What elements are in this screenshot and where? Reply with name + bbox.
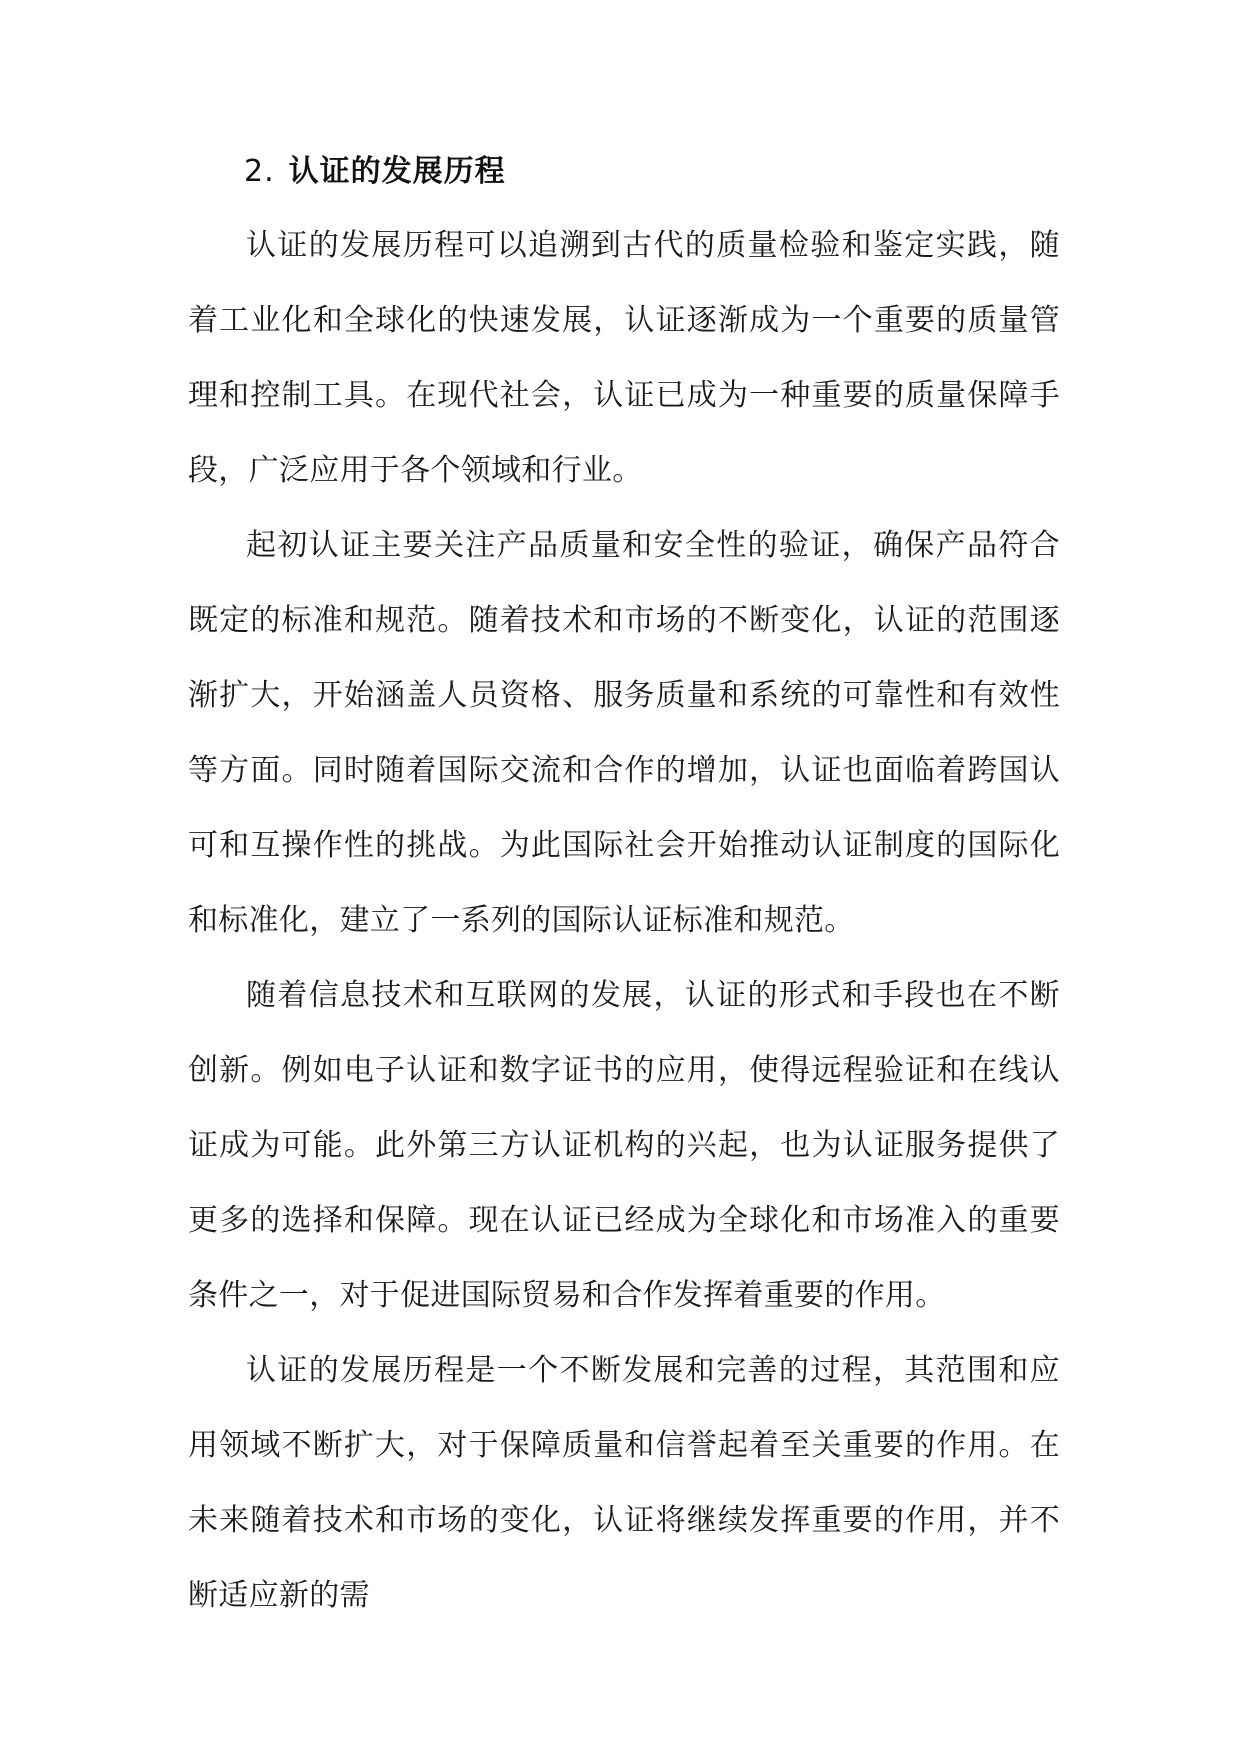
paragraph-4: 认证的发展历程是一个不断发展和完善的过程，其范围和应用领域不断扩大，对于保障质量和信誉起着至关重要的作用。在未来随着技术和市场的变化，认证将继续发挥重要的作用，并不断适应新的需 bbox=[188, 1353, 1060, 1613]
section-heading bbox=[244, 150, 506, 194]
section-title: 认证的发展历程 bbox=[288, 154, 506, 189]
section-number: 2. bbox=[244, 154, 275, 189]
paragraph-3: 随着信息技术和互联网的发展，认证的形式和手段也在不断创新。例如电子认证和数字证书的应用，使得远程验证和在线认证成为可能。此外第三方认证机构的兴起，也为认证服务提供了更多的选择和保障。现在认证已经成为全球化和市场准入的重要条件之一，对于促进国际贸易和合作发挥着重要的作用。 bbox=[188, 978, 1060, 1313]
paragraph-2: 起初认证主要关注产品质量和安全性的验证，确保产品符合既定的标准和规范。随着技术和市场的不断变化，认证的范围逐渐扩大，开始涵盖人员资格、服务质量和系统的可靠性和有效性等方面。同时随着国际交流和合作的增加，认证也面临着跨国认可和互操作性的挑战。为此国际社会开始推动认证制度的国际化和标准化，建立了一系列的国际认证标准和规范。 bbox=[188, 528, 1060, 938]
paragraph-1: 认证的发展历程可以追溯到古代的质量检验和鉴定实践，随着工业化和全球化的快速发展，认证逐渐成为一个重要的质量管理和控制工具。在现代社会，认证已成为一种重要的质量保障手段，广泛应用于各个领域和行业。 bbox=[188, 228, 1060, 488]
